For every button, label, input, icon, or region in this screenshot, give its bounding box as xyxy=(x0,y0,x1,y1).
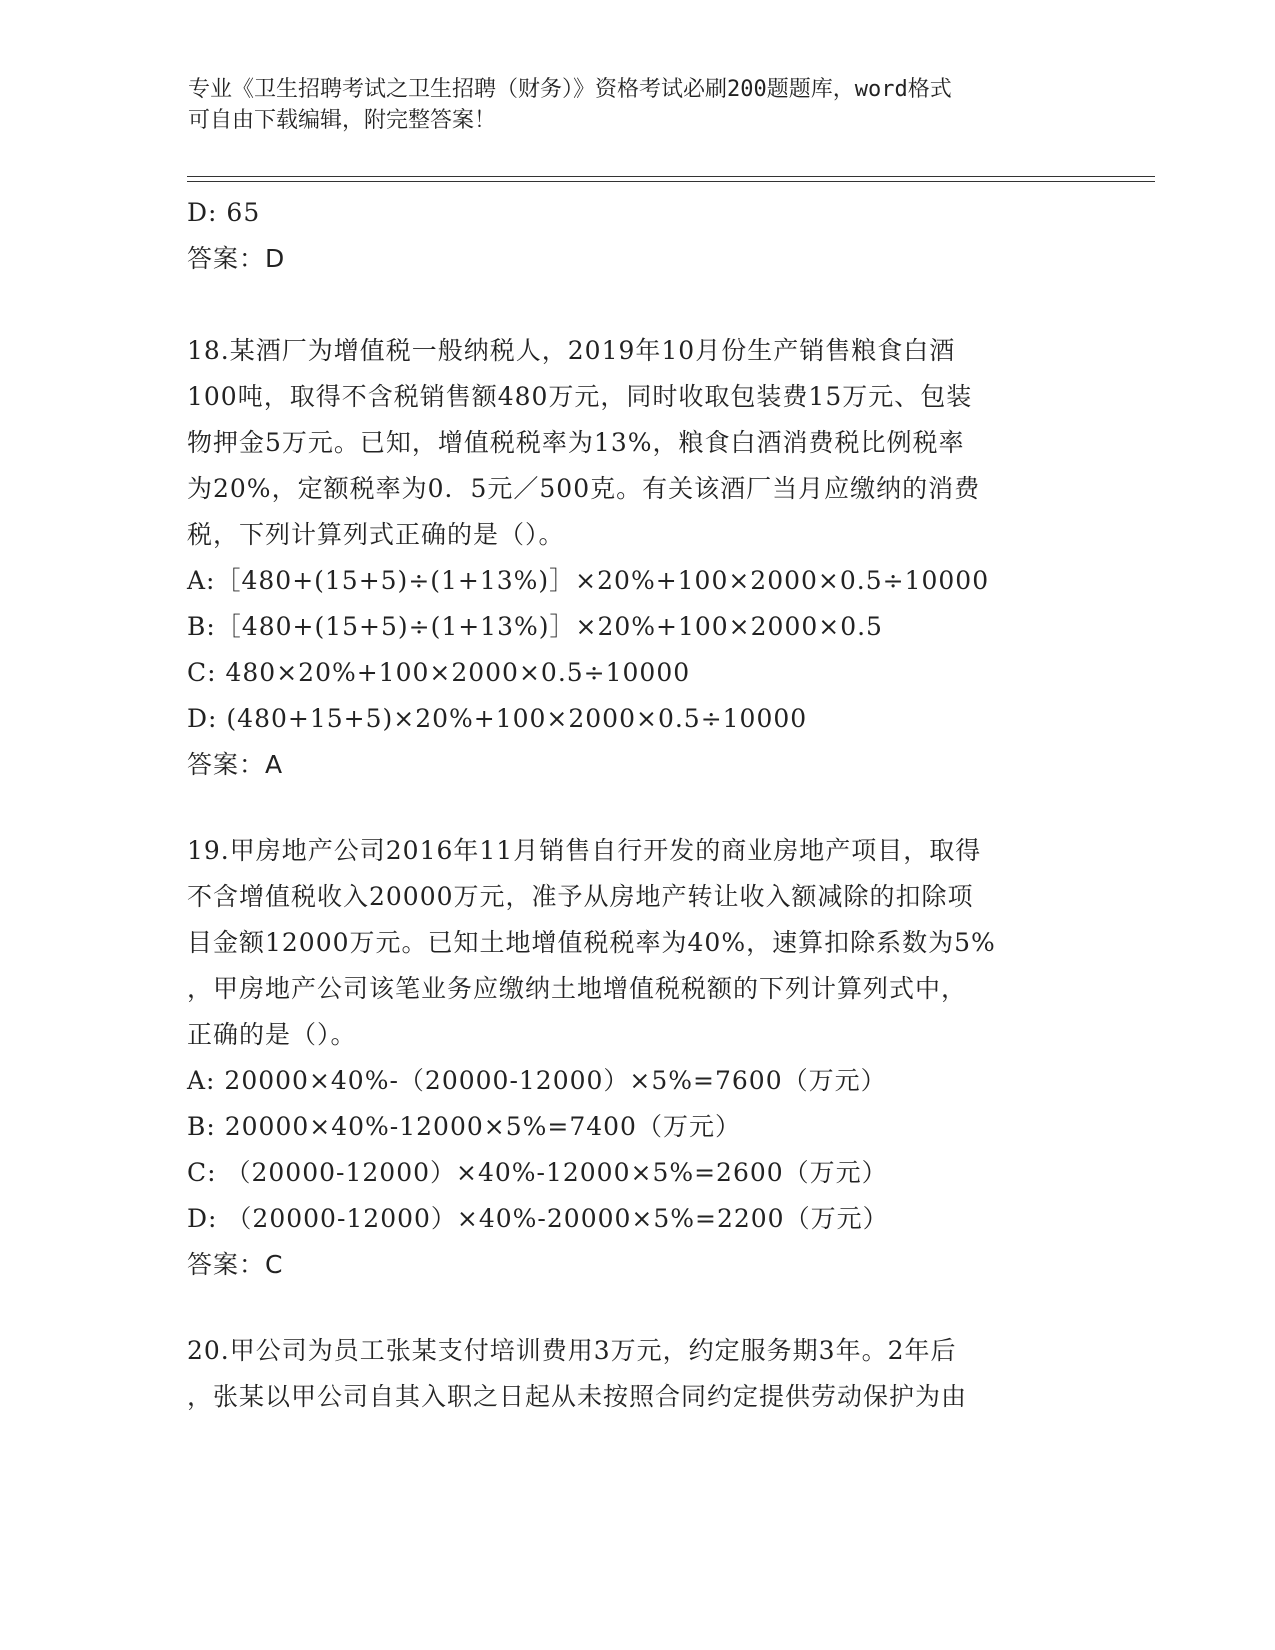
q19-option-d: D: （20000-12000）×40%-20000×5%=2200（万元） xyxy=(187,1204,889,1233)
spacer xyxy=(187,282,1077,328)
prev-answer: 答案：D xyxy=(187,244,286,273)
q19-stem-line: 19.甲房地产公司2016年11月销售自行开发的商业房地产项目，取得 xyxy=(187,836,982,865)
q19-stem-line: 目金额12000万元。已知土地增值税税率为40%，速算扣除系数为5% xyxy=(187,928,996,957)
q18-stem-line: 100吨，取得不含税销售额480万元，同时收取包装费15万元、包装 xyxy=(187,382,973,411)
header-divider-top xyxy=(187,176,1155,177)
q20-stem-line: ，张某以甲公司自其入职之日起从未按照合同约定提供劳动保护为由 xyxy=(187,1382,968,1411)
q19-option-a: A: 20000×40%-（20000-12000）×5%=7600（万元） xyxy=(187,1066,887,1095)
spacer xyxy=(187,788,1077,828)
question-19 xyxy=(187,828,1077,1288)
q18-stem-line: 18.某酒厂为增值税一般纳税人，2019年10月份生产销售粮食白酒 xyxy=(187,336,956,365)
header-line-2: 可自由下载编辑，附完整答案！ xyxy=(188,108,497,133)
q19-stem-line: 正确的是（）。 xyxy=(187,1020,357,1049)
document-body xyxy=(187,190,1077,1420)
q19-option-b: B: 20000×40%-12000×5%=7400（万元） xyxy=(187,1112,741,1141)
prev-option-d: D: 65 xyxy=(187,198,261,227)
q18-option-a: A:［480+(15+5)÷(1+13%)］×20%+100×2000×0.5÷10000 xyxy=(187,566,990,595)
q19-stem-line: ，甲房地产公司该笔业务应缴纳土地增值税税额的下列计算列式中， xyxy=(187,974,968,1003)
q19-answer: 答案：C xyxy=(187,1250,284,1279)
question-20 xyxy=(187,1328,1077,1420)
q18-option-b: B:［480+(15+5)÷(1+13%)］×20%+100×2000×0.5 xyxy=(187,612,883,641)
header-line-1: 专业《卫生招聘考试之卫生招聘（财务）》资格考试必刷200题题库，word格式 xyxy=(188,77,952,102)
header-divider-bottom xyxy=(187,181,1155,182)
q19-option-c: C: （20000-12000）×40%-12000×5%=2600（万元） xyxy=(187,1158,888,1187)
q19-stem-line: 不含增值税收入20000万元，准予从房地产转让收入额减除的扣除项 xyxy=(187,882,974,911)
q18-stem-line: 为20%，定额税率为0．5元／500克。有关该酒厂当月应缴纳的消费 xyxy=(187,474,981,503)
spacer xyxy=(187,1288,1077,1328)
q18-option-d: D: (480+15+5)×20%+100×2000×0.5÷10000 xyxy=(187,704,808,733)
q18-option-c: C: 480×20%+100×2000×0.5÷10000 xyxy=(187,658,691,687)
question-18 xyxy=(187,328,1077,788)
q20-stem-line: 20.甲公司为员工张某支付培训费用3万元，约定服务期3年。2年后 xyxy=(187,1336,957,1365)
document-header xyxy=(188,74,1088,136)
q18-stem-line: 物押金5万元。已知，增值税税率为13%，粮食白酒消费税比例税率 xyxy=(187,428,965,457)
q18-answer: 答案：A xyxy=(187,750,284,779)
q18-stem-line: 税，下列计算列式正确的是（）。 xyxy=(187,520,565,549)
